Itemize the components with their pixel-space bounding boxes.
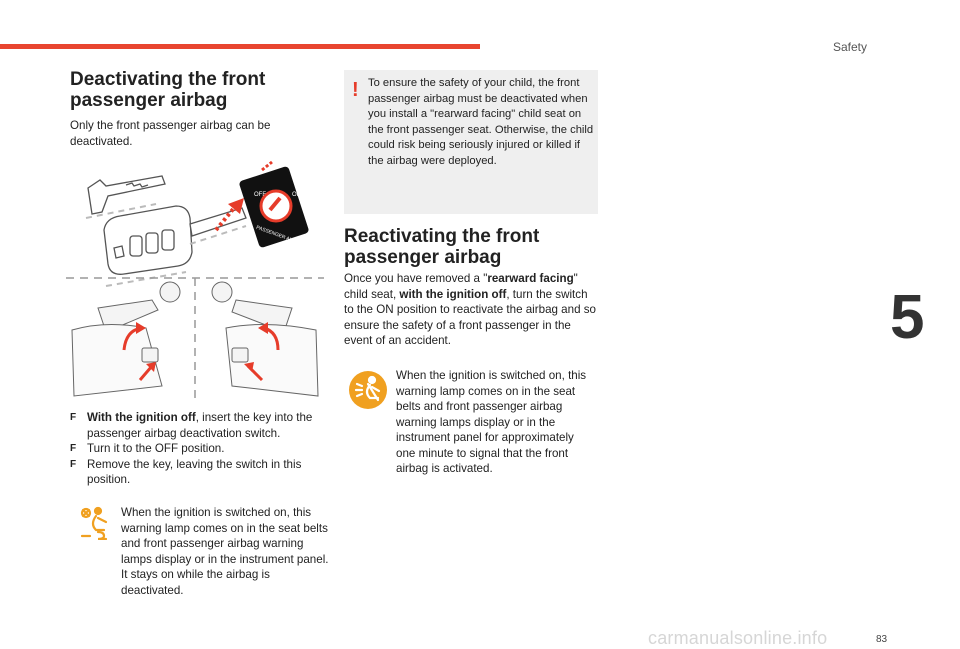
key-fob-icon [104, 206, 246, 274]
child-safety-warning-box [344, 70, 598, 214]
deactivate-intro: Only the front passenger airbag can be deactivated. [70, 119, 271, 148]
deactivate-lamp-note: When the ignition is switched on, this warning lamp comes on in the seat belts and front passenger airbag warning lamps display or in the instrument panel. It stays on while the airbag is deactivated. [121, 506, 329, 597]
reactivate-lamp-note: When the ignition is switched on, this warning lamp comes on in the seat belts and front passenger airbag warning lamps display or in the instrument panel for approximately one minute to signal that the front airbag is activated. [396, 369, 587, 475]
page-number: 83 [876, 634, 888, 645]
bullet-marker: F [70, 443, 77, 454]
list-item: F Turn it to the OFF position. [70, 442, 225, 455]
list-item: F Remove the key, leaving the switch in this position. [70, 457, 302, 486]
airbag-off-warning-lamp-icon [76, 506, 110, 540]
reactivate-title-line1: Reactivating the front [344, 226, 540, 247]
list-item: F With the ignition off, insert the key into the passenger airbag deactivation switch. [70, 411, 313, 440]
bullet-marker: F [70, 458, 77, 470]
airbag-switch-panel [238, 166, 309, 249]
deactivate-title-line1: Deactivating the front [70, 69, 266, 90]
header-accent-bar [0, 44, 480, 49]
reactivate-paragraph: Once you have removed a "rearward facing" child seat, with the ignition off, turn the switch to the ON position to reactivate the airbag and so ensure the safety of a front passenger in the event of an accident. [344, 272, 596, 347]
key-icon [88, 176, 165, 214]
airbag-switch-illustration [66, 160, 324, 402]
airbag-on-warning-lamp-icon [348, 370, 388, 410]
switch-on-label: ON [292, 192, 301, 198]
bullet-marker: F [70, 412, 77, 423]
reactivate-title-line2: passenger airbag [344, 247, 502, 268]
deactivate-steps [70, 410, 332, 488]
chapter-number: 5 [890, 283, 925, 352]
deactivate-heading [70, 69, 340, 111]
dashboard-right-icon [212, 282, 318, 396]
watermark: carmanualsonline.info [648, 628, 828, 648]
warning-text: To ensure the safety of your child, the front passenger airbag must be deactivated when you install a "rearward facing" child seat on the front passenger seat. Otherwise, the child could risk being seriously injured or killed if the airbag were deployed. [368, 77, 594, 167]
deactivate-title-line2: passenger airbag [70, 90, 228, 111]
switch-off-label: OFF [254, 192, 266, 198]
exclamation-icon: ! [352, 79, 359, 101]
switch-airbag-label: PASSENGER AIRBAG [255, 224, 305, 248]
section-label: Safety [832, 40, 868, 54]
reactivate-heading [344, 226, 614, 268]
